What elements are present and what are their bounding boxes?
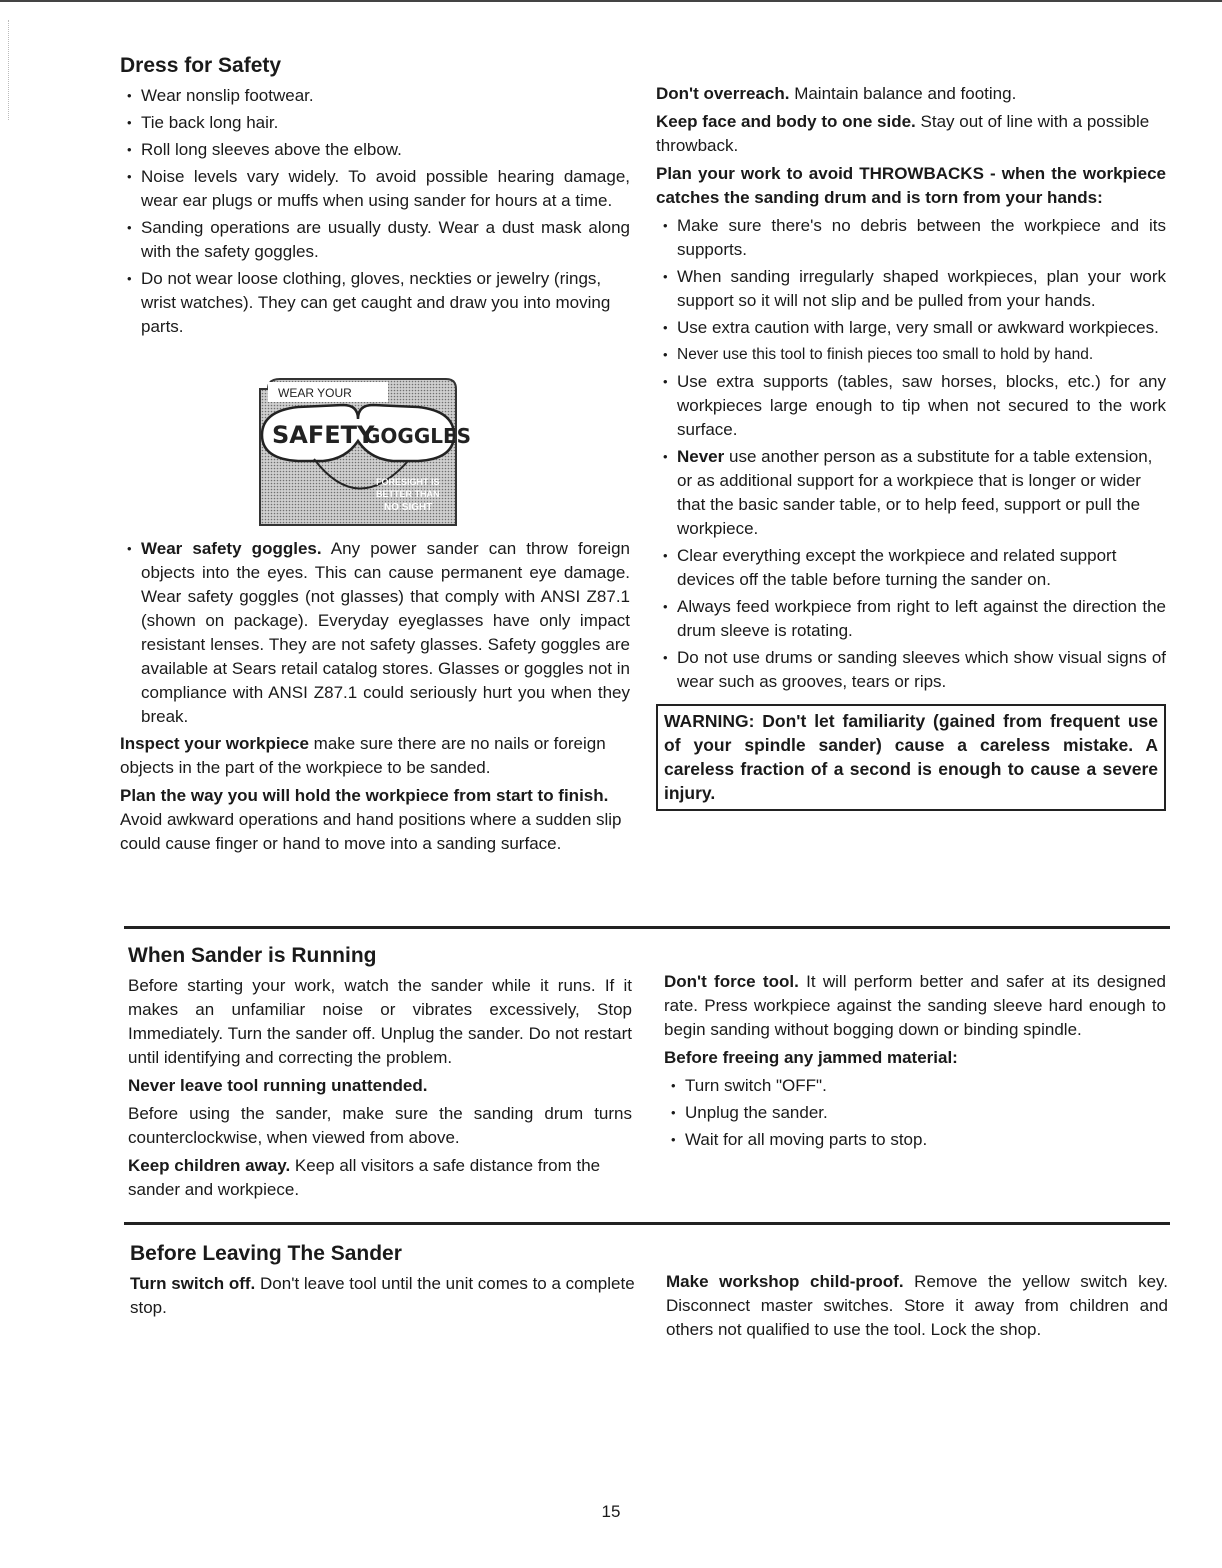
switch-bold-lead: Turn switch off.	[130, 1274, 256, 1293]
goggles-bold-lead: Wear safety goggles.	[141, 539, 322, 558]
plan-text: Avoid awkward operations and hand positions where a sudden slip could cause finger or hand to move into a sanding surface.	[120, 810, 622, 853]
plan-hold-paragraph	[120, 784, 630, 856]
list-item: • Turn switch "OFF".	[670, 1074, 1166, 1098]
goggles-text: Any power sander can throw foreign objects into the eyes. This can cause permanent eye damage. Wear safety goggles (not glasses) that comply with ANSI Z87.1 (shown on package). Everyday eyeglasses have only impact resistant lenses. They are not safety glasses. Safety goggles are available at Sears retail catalog stores. Glasses or goggles not in compliance with ANSI Z87.1 could seriously hurt you when they break.	[141, 539, 630, 726]
leaving-right-column	[666, 1270, 1168, 1346]
list-item: • Noise levels vary widely. To avoid possible hearing damage, wear ear plugs or muffs when using sander for hours at a time.	[126, 165, 630, 213]
logo-top-text: WEAR YOUR	[278, 386, 352, 400]
list-item: • Never use this tool to finish pieces too small to hold by hand.	[662, 343, 1166, 367]
list-item: • Wear nonslip footwear.	[126, 84, 630, 108]
dress-bullet-list	[126, 84, 630, 339]
force-tool-paragraph	[664, 970, 1166, 1042]
list-item: • Tie back long hair.	[126, 111, 630, 135]
page-number: 15	[601, 1502, 621, 1521]
list-item: • Make sure there's no debris between the workpiece and its supports.	[662, 214, 1166, 262]
list-item: • Wait for all moving parts to stop.	[670, 1128, 1166, 1152]
throwback-heading: Plan your work to avoid THROWBACKS - when the workpiece catches the sanding drum and is torn from your hands:	[656, 164, 1166, 207]
list-item: • When sanding irregularly shaped workpieces, plan your work support so it will not slip and be pulled from your hands.	[662, 265, 1166, 313]
childproof-bold-lead: Make workshop child-proof.	[666, 1272, 904, 1291]
safety-goggles-logo	[258, 377, 472, 525]
when-running-heading: When Sander is Running	[128, 944, 377, 967]
children-paragraph	[128, 1154, 632, 1202]
list-item: • Use extra supports (tables, saw horses, blocks, etc.) for any workpieces large enough to tip when not secured to the work surface.	[662, 370, 1166, 442]
switch-text: Don't leave tool until the unit comes to a complete stop.	[130, 1274, 635, 1317]
top-border-line	[0, 0, 1222, 2]
childproof-text: Remove the yellow switch key. Disconnect master switches. Store it away from children and others not qualified to use the tool. Lock the shop.	[666, 1272, 1168, 1339]
throwback-bullet-list	[662, 214, 1166, 694]
face-body-paragraph	[656, 110, 1166, 158]
list-item: • Clear everything except the workpiece and related support devices off the table before turning the sander on.	[662, 544, 1166, 592]
never-text: use another person as a substitute for a table extension, or as additional support for a workpiece that is longer or wider that the basic sander table, or to help feed, support or pull the workpiece.	[677, 447, 1153, 538]
children-bold-lead: Keep children away.	[128, 1156, 291, 1175]
list-item: • Use extra caution with large, very small or awkward workpieces.	[662, 316, 1166, 340]
list-item	[126, 537, 630, 729]
never-bold-lead: Never	[677, 447, 725, 466]
plan-bold-lead: Plan the way you will hold the workpiece from start to finish.	[120, 786, 609, 805]
list-item: • Do not wear loose clothing, gloves, neckties or jewelry (rings, wrist watches). They can get caught and draw you into moving parts.	[126, 267, 630, 339]
list-item: • Always feed workpiece from right to left against the direction the drum sleeve is rotating.	[662, 595, 1166, 643]
list-item: • Roll long sleeves above the elbow.	[126, 138, 630, 162]
overreach-paragraph	[656, 82, 1166, 106]
section-divider	[124, 926, 1170, 929]
face-text: Stay out of line with a possible throwback.	[656, 112, 1150, 155]
overreach-text: Maintain balance and footing.	[789, 84, 1017, 103]
overreach-bold-lead: Don't overreach.	[656, 84, 790, 103]
jammed-bullet-list	[670, 1074, 1166, 1152]
logo-slogan-line-2: BETTER THAN	[376, 489, 440, 499]
running-intro: Before starting your work, watch the sander while it runs. If it makes an unfamiliar noise or vibrates excessively, Stop Immediately. Turn the sander off. Unplug the sander. Do not restart until identifying and correcting the problem.	[128, 976, 632, 1067]
dress-for-safety-heading: Dress for Safety	[120, 54, 282, 77]
warning-box: WARNING: Don't let familiarity (gained from frequent use of your spindle sander) cause a careless mistake. A careless fraction of a second is enough to cause a severe injury.	[656, 704, 1166, 811]
logo-slogan-line-1: FORESIGHT IS	[376, 477, 440, 487]
force-text: It will perform better and safer at its designed rate. Press workpiece against the sanding sleeve hard enough to begin sanding without bogging down or binding spindle.	[664, 972, 1166, 1039]
inspect-bold-lead: Inspect your workpiece	[120, 734, 309, 753]
throwback-column	[656, 82, 1166, 811]
before-leaving-heading: Before Leaving The Sander	[130, 1242, 402, 1265]
list-item: • Do not use drums or sanding sleeves which show visual signs of wear such as grooves, tears or rips.	[662, 646, 1166, 694]
never-unattended-heading: Never leave tool running unattended.	[128, 1076, 428, 1095]
child-proof-paragraph	[666, 1270, 1168, 1342]
logo-slogan-line-3: NO SIGHT	[384, 502, 433, 513]
logo-word-goggles: GOGGLES	[364, 424, 472, 448]
leaving-left-column	[130, 1242, 636, 1324]
turn-switch-paragraph	[130, 1272, 636, 1320]
list-item: • Sanding operations are usually dusty. Wear a dust mask along with the safety goggles.	[126, 216, 630, 264]
goggles-bullet-list	[126, 537, 630, 729]
logo-word-safety: SAFETY	[272, 421, 375, 449]
inspect-text: make sure there are no nails or foreign objects in the part of the workpiece to be sanded.	[120, 734, 606, 777]
running-right-column	[664, 970, 1166, 1155]
running-left-column	[128, 944, 632, 1206]
dress-for-safety-column	[120, 54, 630, 860]
before-using-paragraph: Before using the sander, make sure the sanding drum turns counterclockwise, when viewed from above.	[128, 1104, 632, 1147]
force-bold-lead: Don't force tool.	[664, 972, 799, 991]
jammed-heading: Before freeing any jammed material:	[664, 1048, 958, 1067]
list-item: • Unplug the sander.	[670, 1101, 1166, 1125]
section-divider	[124, 1222, 1170, 1225]
children-text: Keep all visitors a safe distance from the sander and workpiece.	[128, 1156, 601, 1199]
scan-edge-mark	[8, 20, 10, 120]
face-bold-lead: Keep face and body to one side.	[656, 112, 916, 131]
list-item	[662, 445, 1166, 541]
inspect-workpiece-paragraph	[120, 732, 630, 780]
